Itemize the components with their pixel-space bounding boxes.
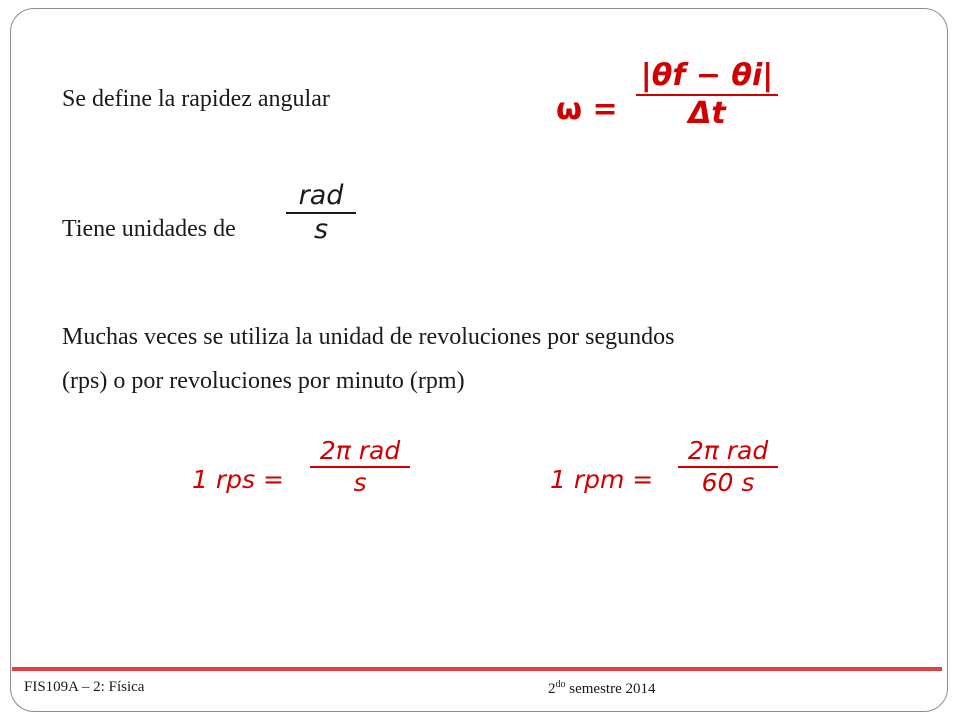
intro-text: Se define la rapidez angular [62,86,330,112]
omega-fraction [636,58,778,132]
omega-lhs: ω = [556,92,618,127]
rpm-denominator: 60 s [701,468,755,497]
revolutions-text-line2: (rps) o por revoluciones por minuto (rpm) [62,368,465,394]
footer-semester [548,679,655,698]
footer-course: FIS109A – 2: Física [24,679,145,695]
rps-numerator: 2π rad [319,436,401,465]
rps-lhs: 1 rps = [192,465,284,494]
footer-semester-number: 2 [548,681,556,697]
omega-numerator: |θf − θi| [640,58,774,93]
revolutions-text-line1: Muchas veces se utiliza la unidad de revoluciones por segundos [62,324,675,350]
units-numerator: rad [298,180,344,211]
rpm-lhs: 1 rpm = [550,465,654,494]
footer-semester-text: semestre 2014 [565,681,656,697]
rps-denominator: s [353,468,367,497]
footer-semester-ordinal: do [555,679,566,690]
omega-denominator: Δt [688,96,726,131]
rps-fraction [310,436,410,498]
units-fraction [286,180,356,247]
units-text: Tiene unidades de [62,216,236,242]
units-denominator: s [313,214,329,246]
rpm-fraction [678,436,778,498]
footer-divider [12,667,942,671]
rpm-numerator: 2π rad [687,436,769,465]
